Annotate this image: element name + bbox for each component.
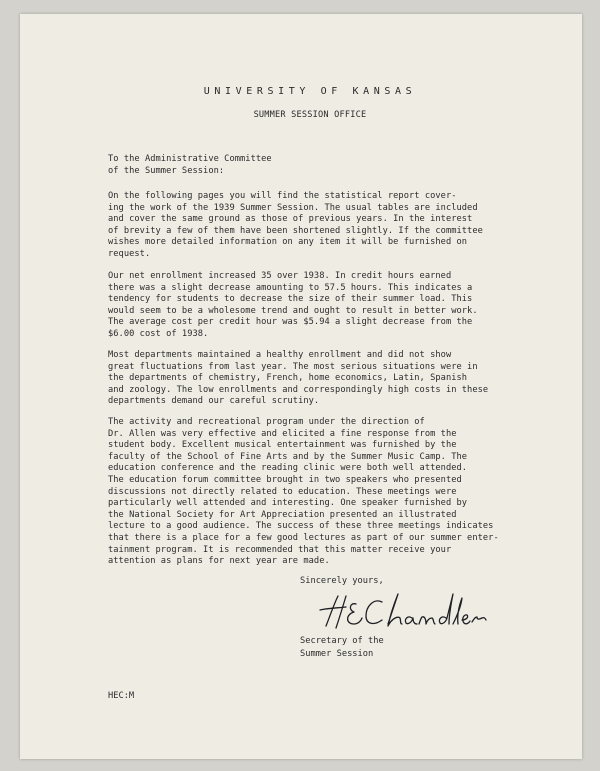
handwritten-signature: [312, 590, 487, 634]
letterhead-office: SUMMER SESSION OFFICE: [253, 110, 367, 120]
signer-title: Secretary of the Summer Session: [300, 636, 384, 660]
paragraph-departments: Most departments maintained a healthy enrollment and did not show great fluctuations from last year. The most serious situations were in the departments of chemistry, French, home economics, Latin, Spanish and zoology. The low enrollments and correspondingly high costs in these departments demand our careful scrutiny.: [108, 350, 489, 407]
paragraph-activity-program: The activity and recreational program under the direction of Dr. Allen was very effective and elicited a fine response from the student body. Excellent musical entertainment was furnished by the faculty of the School of Fine Arts and by the Summer Music Camp. The education conference and the reading clinic were both well attended. The education forum committee brought in two speakers who presented discussions not directly related to education. These meetings were particularly well attended and interesting. One speaker furnished by the National Society for Art Appreciation presented an illustrated lecture to a good audience. The success of these three meetings indicates that there is a place for a few good lectures as part of our summer enter- tainment program. It is recommended that this matter receive your attention as plans for next year are made.: [108, 417, 499, 567]
salutation: To the Administrative Committee of the Summer Session:: [108, 154, 272, 176]
typist-initials: HEC:M: [108, 691, 135, 701]
paragraph-enrollment: Our net enrollment increased 35 over 1938. In credit hours earned there was a slight decrease amounting to 57.5 hours. This indicates a tendency for students to decrease the size of their summer load. This would seem to be a wholesome trend and ought to result in better work. The average cost per credit hour was $5.94 a slight decrease from the $6.00 cost of 1938.: [108, 271, 478, 339]
paragraph-statistical-report: On the following pages you will find the statistical report cover- ing the work of the 1939 Summer Session. The usual tables are included and cover the same ground as those of previous years. In the interest of brevity a few of them have been shortened slightly. If the committee wishes more detailed information on any item it will be furnished on request.: [108, 191, 483, 259]
closing: Sincerely yours,: [300, 576, 384, 586]
letter-page: [20, 14, 582, 759]
letterhead-institution: UNIVERSITY OF KANSAS: [203, 86, 417, 97]
